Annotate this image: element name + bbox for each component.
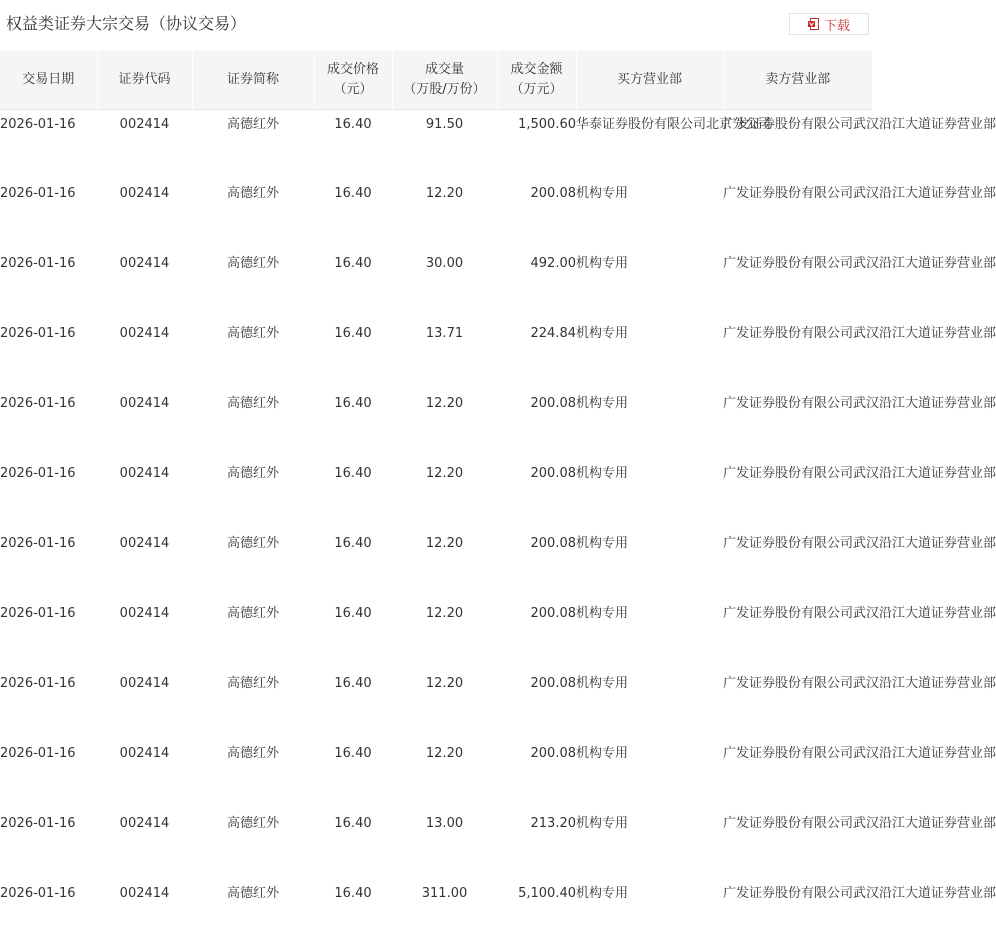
page-title: 权益类证券大宗交易（协议交易） <box>6 14 247 33</box>
cell-amount: 200.08 <box>530 396 576 411</box>
cell-amount: 200.08 <box>530 746 576 761</box>
cell-buyer <box>576 389 723 459</box>
cell-price: 16.40 <box>334 186 372 201</box>
cell-date: 2026-01-16 <box>0 886 76 901</box>
cell-date: 2026-01-16 <box>0 676 76 691</box>
cell-buyer-text: 机构专用 <box>576 396 629 411</box>
cell-buyer-text: 华泰证券股份有限公司北京分公司 <box>576 116 772 132</box>
cell-price: 16.40 <box>334 256 372 271</box>
cell-code: 002414 <box>119 886 170 901</box>
cell-buyer <box>576 599 723 669</box>
cell-amount: 200.08 <box>530 186 576 201</box>
cell-volume: 13.71 <box>425 326 464 341</box>
table-row <box>0 459 872 529</box>
column-header-buyer <box>576 51 723 109</box>
cell-amount: 5,100.40 <box>518 886 576 901</box>
cell-code: 002414 <box>119 256 170 271</box>
cell-name: 高德红外 <box>226 466 279 481</box>
cell-date: 2026-01-16 <box>0 256 76 271</box>
cell-price: 16.40 <box>334 116 372 132</box>
cell-name: 高德红外 <box>226 676 279 691</box>
cell-buyer <box>576 809 723 879</box>
cell-buyer-text: 机构专用 <box>576 536 629 551</box>
cell-price: 16.40 <box>334 396 372 411</box>
cell-code: 002414 <box>119 116 170 132</box>
cell-code: 002414 <box>119 326 170 341</box>
column-header-volume <box>392 51 497 109</box>
cell-seller <box>723 529 996 599</box>
table-row <box>0 109 872 179</box>
cell-code: 002414 <box>119 746 170 761</box>
cell-seller <box>723 179 996 249</box>
table-header-row <box>0 51 872 109</box>
cell-volume: 12.20 <box>425 746 464 761</box>
column-header-label: 成交金额 <box>510 61 563 77</box>
cell-date: 2026-01-16 <box>0 186 76 201</box>
column-header-label: 证券简称 <box>226 71 279 87</box>
table-row <box>0 879 872 949</box>
table-row <box>0 599 872 669</box>
cell-seller-text: 广发证券股份有限公司武汉沿江大道证券营业部 <box>723 746 996 761</box>
cell-buyer-text: 机构专用 <box>576 326 629 341</box>
cell-date: 2026-01-16 <box>0 816 76 831</box>
table-body <box>0 109 996 949</box>
cell-code: 002414 <box>119 466 170 481</box>
cell-buyer <box>576 109 772 179</box>
cell-buyer-text: 机构专用 <box>576 186 629 201</box>
cell-date: 2026-01-16 <box>0 536 76 551</box>
cell-price: 16.40 <box>334 536 372 551</box>
column-header-label: 卖方营业部 <box>765 71 831 87</box>
cell-seller <box>723 809 996 879</box>
cell-date: 2026-01-16 <box>0 326 76 341</box>
cell-amount: 492.00 <box>530 256 576 271</box>
column-header-name <box>192 51 314 109</box>
cell-name: 高德红外 <box>226 816 279 831</box>
cell-volume: 311.00 <box>421 886 468 901</box>
cell-date: 2026-01-16 <box>0 116 76 132</box>
cell-buyer-text: 机构专用 <box>576 676 629 691</box>
cell-seller <box>723 669 996 739</box>
cell-seller-text: 广发证券股份有限公司武汉沿江大道证券营业部 <box>723 116 996 132</box>
column-header-price <box>314 51 392 109</box>
cell-price: 16.40 <box>334 816 372 831</box>
cell-seller-text: 广发证券股份有限公司武汉沿江大道证券营业部 <box>723 886 996 901</box>
cell-name: 高德红外 <box>226 326 279 341</box>
cell-amount: 200.08 <box>530 536 576 551</box>
table-row <box>0 809 872 879</box>
table-row <box>0 389 872 459</box>
cell-seller-text: 广发证券股份有限公司武汉沿江大道证券营业部 <box>723 816 996 831</box>
cell-volume: 91.50 <box>425 116 464 132</box>
table-row <box>0 669 872 739</box>
cell-volume: 12.20 <box>425 676 464 691</box>
cell-amount: 200.08 <box>530 606 576 621</box>
cell-volume: 12.20 <box>425 186 464 201</box>
cell-seller-text: 广发证券股份有限公司武汉沿江大道证券营业部 <box>723 466 996 481</box>
cell-price: 16.40 <box>334 676 372 691</box>
download-button[interactable] <box>789 13 869 35</box>
column-header-date <box>0 51 97 109</box>
cell-buyer <box>576 319 723 389</box>
table-row <box>0 739 872 809</box>
cell-seller <box>723 319 996 389</box>
cell-volume: 30.00 <box>425 256 464 271</box>
cell-name: 高德红外 <box>226 536 279 551</box>
cell-seller <box>723 739 996 809</box>
column-header-label: （万股/万份） <box>403 81 486 97</box>
cell-buyer-text: 机构专用 <box>576 886 629 901</box>
cell-seller <box>723 459 996 529</box>
cell-name: 高德红外 <box>226 396 279 411</box>
cell-volume: 12.20 <box>425 396 464 411</box>
cell-buyer <box>576 179 723 249</box>
column-header-label: 成交价格 <box>326 61 379 77</box>
cell-price: 16.40 <box>334 886 372 901</box>
cell-amount: 1,500.60 <box>518 116 576 132</box>
cell-buyer-text: 机构专用 <box>576 256 629 271</box>
cell-price: 16.40 <box>334 746 372 761</box>
cell-code: 002414 <box>119 676 170 691</box>
cell-code: 002414 <box>119 606 170 621</box>
cell-amount: 200.08 <box>530 676 576 691</box>
cell-name: 高德红外 <box>226 606 279 621</box>
cell-buyer-text: 机构专用 <box>576 746 629 761</box>
column-header-label: 成交量 <box>424 61 464 77</box>
cell-code: 002414 <box>119 186 170 201</box>
cell-seller-text: 广发证券股份有限公司武汉沿江大道证券营业部 <box>723 536 996 551</box>
cell-buyer <box>576 669 723 739</box>
column-header-label: （万元） <box>510 81 563 97</box>
column-header-seller <box>723 51 872 109</box>
cell-price: 16.40 <box>334 326 372 341</box>
cell-date: 2026-01-16 <box>0 466 76 481</box>
cell-seller-text: 广发证券股份有限公司武汉沿江大道证券营业部 <box>723 326 996 341</box>
cell-volume: 12.20 <box>425 606 464 621</box>
cell-amount: 200.08 <box>530 466 576 481</box>
cell-code: 002414 <box>119 396 170 411</box>
cell-volume: 13.00 <box>425 816 464 831</box>
cell-code: 002414 <box>119 536 170 551</box>
column-header-code <box>97 51 192 109</box>
cell-date: 2026-01-16 <box>0 396 76 411</box>
block-trade-table <box>0 51 996 949</box>
cell-name: 高德红外 <box>226 256 279 271</box>
table-row <box>0 249 872 319</box>
cell-seller <box>723 249 996 319</box>
cell-seller <box>723 599 996 669</box>
cell-volume: 12.20 <box>425 536 464 551</box>
download-button-label: 下载 <box>823 18 850 34</box>
cell-buyer <box>576 529 723 599</box>
cell-buyer <box>576 879 723 949</box>
table-row <box>0 529 872 599</box>
cell-name: 高德红外 <box>226 886 279 901</box>
column-header-label: （元） <box>333 81 373 97</box>
column-header-amount <box>497 51 576 109</box>
cell-price: 16.40 <box>334 466 372 481</box>
cell-seller-text: 广发证券股份有限公司武汉沿江大道证券营业部 <box>723 676 996 691</box>
column-header-label: 证券代码 <box>118 71 171 87</box>
cell-seller-text: 广发证券股份有限公司武汉沿江大道证券营业部 <box>723 186 996 201</box>
cell-seller-text: 广发证券股份有限公司武汉沿江大道证券营业部 <box>723 606 996 621</box>
table-row <box>0 319 872 389</box>
cell-amount: 213.20 <box>530 816 576 831</box>
cell-buyer <box>576 739 723 809</box>
cell-buyer <box>576 459 723 529</box>
cell-seller-text: 广发证券股份有限公司武汉沿江大道证券营业部 <box>723 256 996 271</box>
cell-date: 2026-01-16 <box>0 746 76 761</box>
cell-buyer <box>576 249 723 319</box>
column-header-label: 买方营业部 <box>616 71 682 87</box>
column-header-label: 交易日期 <box>22 71 75 87</box>
header-bar <box>0 0 872 50</box>
cell-code: 002414 <box>119 816 170 831</box>
cell-seller-text: 广发证券股份有限公司武汉沿江大道证券营业部 <box>723 396 996 411</box>
download-doc-icon <box>808 18 819 30</box>
cell-amount: 224.84 <box>530 326 576 341</box>
cell-volume: 12.20 <box>425 466 464 481</box>
cell-date: 2026-01-16 <box>0 606 76 621</box>
cell-name: 高德红外 <box>226 186 279 201</box>
cell-seller <box>723 109 996 179</box>
cell-seller <box>723 389 996 459</box>
cell-name: 高德红外 <box>226 116 279 132</box>
cell-buyer-text: 机构专用 <box>576 466 629 481</box>
cell-buyer-text: 机构专用 <box>576 816 629 831</box>
cell-price: 16.40 <box>334 606 372 621</box>
cell-buyer-text: 机构专用 <box>576 606 629 621</box>
cell-name: 高德红外 <box>226 746 279 761</box>
cell-seller <box>723 879 996 949</box>
table-row <box>0 179 872 249</box>
